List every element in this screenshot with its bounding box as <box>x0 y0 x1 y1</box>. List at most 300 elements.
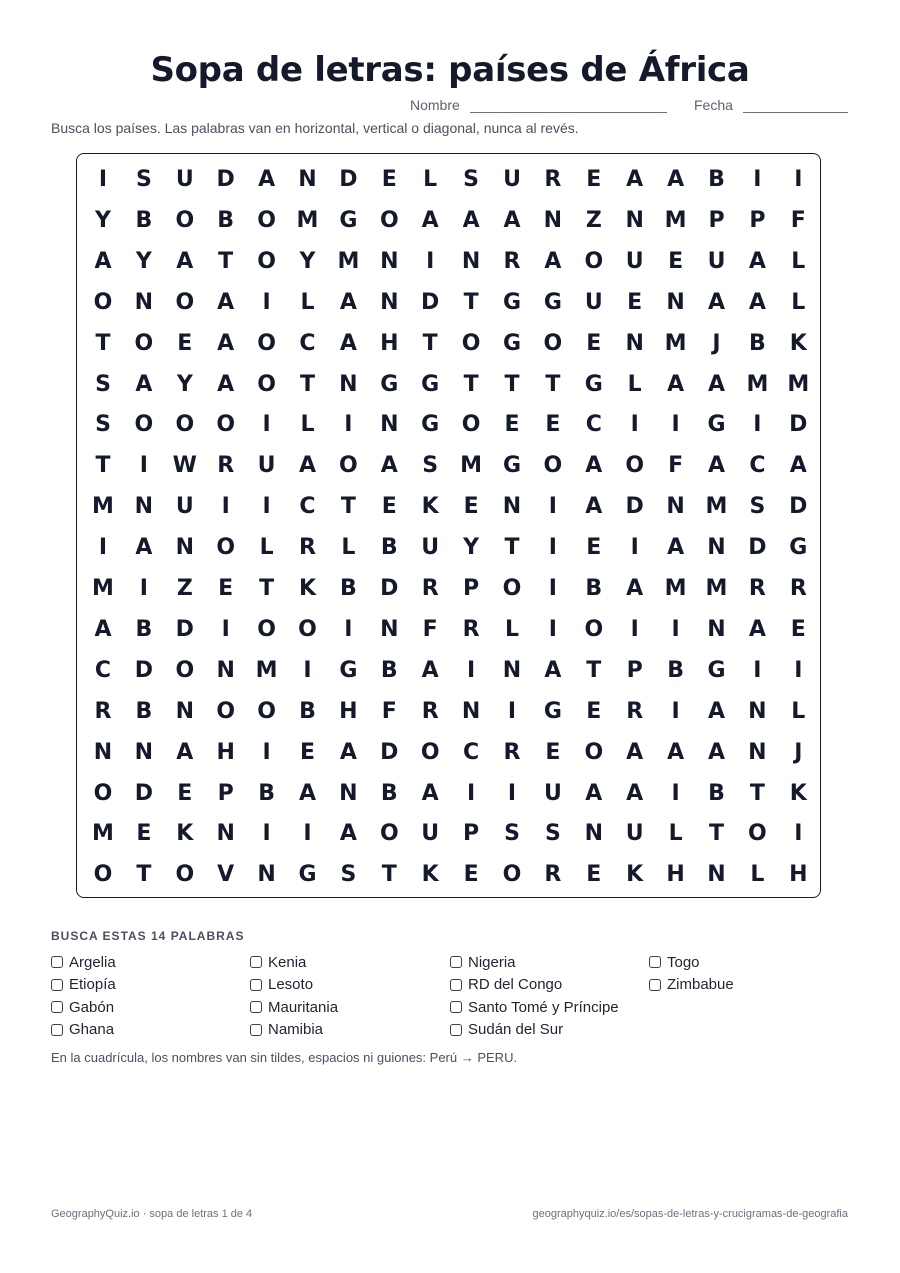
grid-cell[interactable]: E <box>586 698 602 724</box>
grid-cell[interactable]: N <box>216 657 235 683</box>
grid-cell[interactable]: G <box>298 862 317 888</box>
grid-cell[interactable]: B <box>667 657 684 683</box>
grid-cell[interactable]: P <box>463 821 480 847</box>
grid-cell[interactable]: M <box>460 453 483 479</box>
grid-cell[interactable]: A <box>462 207 480 233</box>
grid-cell[interactable]: T <box>136 862 152 888</box>
grid-cell[interactable]: A <box>380 453 398 479</box>
grid-cell[interactable]: E <box>381 167 397 192</box>
grid-cell[interactable]: A <box>135 535 153 561</box>
grid-cell[interactable]: A <box>748 289 766 315</box>
grid-cell[interactable]: A <box>667 739 685 765</box>
grid-cell[interactable]: I <box>303 657 312 683</box>
grid-cell[interactable]: M <box>92 821 114 847</box>
grid-cell[interactable]: O <box>257 698 276 724</box>
grid-cell[interactable]: A <box>707 453 726 479</box>
grid-cell[interactable]: N <box>543 207 563 233</box>
grid-cell[interactable]: A <box>707 698 726 724</box>
grid-cell[interactable]: A <box>707 371 726 397</box>
grid-cell[interactable]: R <box>544 167 562 192</box>
grid-cell[interactable]: I <box>221 616 230 642</box>
grid-cell[interactable]: L <box>668 821 683 847</box>
grid-cell[interactable]: B <box>258 780 275 806</box>
grid-cell[interactable]: A <box>789 453 807 479</box>
grid-cell[interactable]: B <box>340 576 357 601</box>
grid-cell[interactable]: N <box>298 167 317 192</box>
grid-cell[interactable]: O <box>216 698 236 724</box>
grid-cell[interactable]: A <box>94 248 112 274</box>
word-checkbox[interactable] <box>649 956 661 968</box>
grid-cell[interactable]: O <box>502 576 522 601</box>
grid-cell[interactable]: I <box>139 576 148 601</box>
grid-cell[interactable]: M <box>92 494 114 520</box>
grid-cell[interactable]: D <box>789 494 808 520</box>
grid-cell[interactable]: B <box>135 698 153 724</box>
grid-cell[interactable]: I <box>671 780 680 806</box>
grid-cell[interactable]: T <box>422 330 438 356</box>
grid-cell[interactable]: L <box>300 412 315 438</box>
grid-cell[interactable]: A <box>626 167 644 192</box>
grid-cell[interactable]: T <box>381 862 397 888</box>
grid-cell[interactable]: O <box>543 453 563 479</box>
grid-cell[interactable]: I <box>753 412 762 438</box>
grid-cell[interactable]: R <box>748 576 766 601</box>
grid-cell[interactable]: B <box>708 167 725 192</box>
grid-cell[interactable]: L <box>259 535 274 561</box>
grid-cell[interactable]: G <box>380 371 399 397</box>
grid-cell[interactable]: E <box>299 739 316 765</box>
grid-cell[interactable]: E <box>463 494 479 520</box>
grid-cell[interactable]: M <box>664 330 687 356</box>
grid-cell[interactable]: I <box>507 698 517 724</box>
grid-cell[interactable]: B <box>380 657 398 683</box>
grid-cell[interactable]: Y <box>299 248 316 274</box>
grid-cell[interactable]: I <box>794 657 803 683</box>
grid-cell[interactable]: B <box>380 780 398 806</box>
grid-cell[interactable]: O <box>257 616 276 642</box>
grid-cell[interactable]: I <box>303 821 312 847</box>
grid-cell[interactable]: G <box>502 289 522 315</box>
grid-cell[interactable]: U <box>625 821 644 847</box>
grid-cell[interactable]: E <box>586 167 602 192</box>
grid-cell[interactable]: U <box>707 248 726 274</box>
grid-cell[interactable]: A <box>298 453 317 479</box>
grid-cell[interactable]: O <box>175 207 195 233</box>
grid-cell[interactable]: R <box>94 698 112 724</box>
grid-cell[interactable]: I <box>794 167 803 192</box>
grid-cell[interactable]: I <box>548 576 557 601</box>
grid-cell[interactable]: I <box>671 412 680 438</box>
grid-cell[interactable]: A <box>748 248 766 274</box>
word-checkbox[interactable] <box>450 956 462 968</box>
grid-cell[interactable]: R <box>421 698 439 724</box>
grid-cell[interactable]: O <box>748 821 767 847</box>
grid-cell[interactable]: K <box>421 862 439 888</box>
grid-cell[interactable]: A <box>707 289 726 315</box>
grid-cell[interactable]: L <box>627 371 642 397</box>
grid-cell[interactable]: O <box>93 289 113 315</box>
grid-cell[interactable]: G <box>789 535 808 561</box>
grid-cell[interactable]: R <box>626 698 644 724</box>
grid-cell[interactable]: A <box>667 167 685 192</box>
grid-cell[interactable]: O <box>461 330 481 356</box>
grid-cell[interactable]: B <box>299 698 316 724</box>
grid-cell[interactable]: W <box>172 453 197 479</box>
grid-cell[interactable]: R <box>503 739 521 765</box>
grid-cell[interactable]: I <box>426 248 435 274</box>
grid-cell[interactable]: M <box>746 371 769 397</box>
grid-cell[interactable]: D <box>789 412 808 438</box>
grid-cell[interactable]: U <box>421 535 440 561</box>
grid-cell[interactable]: N <box>380 248 399 274</box>
grid-cell[interactable]: T <box>504 371 520 397</box>
grid-cell[interactable]: H <box>666 862 685 888</box>
grid-cell[interactable]: M <box>337 248 360 274</box>
grid-cell[interactable]: I <box>753 167 762 192</box>
grid-cell[interactable]: O <box>257 207 276 233</box>
grid-cell[interactable]: T <box>463 371 479 397</box>
grid-cell[interactable]: O <box>379 821 399 847</box>
grid-cell[interactable]: K <box>176 821 194 847</box>
grid-cell[interactable]: F <box>790 207 806 233</box>
grid-cell[interactable]: N <box>707 862 726 888</box>
grid-cell[interactable]: A <box>667 535 685 561</box>
word-checkbox[interactable] <box>649 979 661 991</box>
grid-cell[interactable]: N <box>380 289 399 315</box>
grid-cell[interactable]: C <box>749 453 766 479</box>
grid-cell[interactable]: B <box>708 780 725 806</box>
grid-cell[interactable]: A <box>339 739 357 765</box>
grid-cell[interactable]: G <box>421 371 440 397</box>
grid-cell[interactable]: O <box>298 616 317 642</box>
grid-cell[interactable]: M <box>664 576 687 601</box>
grid-cell[interactable]: R <box>789 576 807 601</box>
grid-cell[interactable]: E <box>586 862 602 888</box>
grid-cell[interactable]: H <box>789 862 808 888</box>
grid-cell[interactable]: U <box>543 780 562 806</box>
grid-cell[interactable]: E <box>545 739 561 765</box>
grid-cell[interactable]: Y <box>95 207 111 233</box>
grid-cell[interactable]: B <box>749 330 766 356</box>
grid-cell[interactable]: N <box>625 207 644 233</box>
grid-cell[interactable]: O <box>339 453 358 479</box>
grid-cell[interactable]: T <box>545 371 561 397</box>
grid-cell[interactable]: T <box>218 248 234 274</box>
grid-cell[interactable]: A <box>339 330 357 356</box>
grid-cell[interactable]: O <box>420 739 440 765</box>
grid-cell[interactable]: L <box>341 535 356 561</box>
grid-cell[interactable]: A <box>585 780 603 806</box>
grid-cell[interactable]: M <box>787 371 810 397</box>
grid-cell[interactable]: A <box>503 207 521 233</box>
grid-cell[interactable]: A <box>176 739 194 765</box>
grid-cell[interactable]: N <box>502 494 522 520</box>
grid-cell[interactable]: I <box>671 616 680 642</box>
grid-cell[interactable]: N <box>502 657 522 683</box>
grid-cell[interactable]: L <box>300 289 315 315</box>
grid-cell[interactable]: U <box>584 289 603 315</box>
grid-cell[interactable]: Y <box>135 248 152 274</box>
grid-cell[interactable]: G <box>707 657 726 683</box>
grid-cell[interactable]: E <box>177 330 193 356</box>
grid-cell[interactable]: O <box>625 453 645 479</box>
grid-cell[interactable]: E <box>586 330 602 356</box>
grid-cell[interactable]: L <box>750 862 765 888</box>
grid-cell[interactable]: I <box>262 412 271 438</box>
grid-cell[interactable]: I <box>548 616 557 642</box>
grid-cell[interactable]: M <box>92 576 114 601</box>
grid-cell[interactable]: I <box>221 494 230 520</box>
grid-cell[interactable]: F <box>422 616 438 642</box>
grid-cell[interactable]: N <box>461 698 481 724</box>
grid-cell[interactable]: G <box>584 371 603 397</box>
grid-cell[interactable]: P <box>626 657 643 683</box>
grid-cell[interactable]: Z <box>176 576 193 601</box>
grid-cell[interactable]: N <box>380 616 399 642</box>
grid-cell[interactable]: N <box>339 780 358 806</box>
grid-cell[interactable]: T <box>95 330 111 356</box>
grid-cell[interactable]: N <box>748 698 767 724</box>
grid-cell[interactable]: I <box>548 535 557 561</box>
grid-cell[interactable]: A <box>626 780 644 806</box>
grid-cell[interactable]: N <box>175 535 194 561</box>
grid-cell[interactable]: E <box>504 412 520 438</box>
word-checkbox[interactable] <box>250 979 262 991</box>
grid-cell[interactable]: B <box>585 576 603 601</box>
grid-cell[interactable]: G <box>543 289 562 315</box>
grid-cell[interactable]: J <box>712 330 721 356</box>
grid-cell[interactable]: H <box>216 739 235 765</box>
grid-cell[interactable]: N <box>93 739 113 765</box>
grid-cell[interactable]: V <box>217 862 235 888</box>
grid-cell[interactable]: T <box>299 371 315 397</box>
grid-cell[interactable]: N <box>175 698 194 724</box>
grid-cell[interactable]: K <box>789 780 807 806</box>
grid-cell[interactable]: B <box>380 535 398 561</box>
grid-cell[interactable]: D <box>339 167 358 192</box>
grid-cell[interactable]: O <box>134 412 154 438</box>
grid-cell[interactable]: P <box>217 780 234 806</box>
grid-cell[interactable]: I <box>262 289 271 315</box>
grid-cell[interactable]: G <box>502 330 522 356</box>
word-checkbox[interactable] <box>250 1001 262 1013</box>
grid-cell[interactable]: E <box>177 780 193 806</box>
grid-cell[interactable]: R <box>503 248 521 274</box>
grid-cell[interactable]: U <box>625 248 644 274</box>
grid-cell[interactable]: D <box>216 167 235 192</box>
grid-cell[interactable]: O <box>175 289 195 315</box>
grid-cell[interactable]: N <box>134 289 154 315</box>
grid-cell[interactable]: A <box>258 167 276 192</box>
grid-cell[interactable]: O <box>134 330 154 356</box>
grid-cell[interactable]: A <box>298 780 317 806</box>
grid-cell[interactable]: S <box>749 494 766 520</box>
grid-cell[interactable]: T <box>749 780 765 806</box>
grid-cell[interactable]: G <box>502 453 522 479</box>
word-checkbox[interactable] <box>51 1024 63 1036</box>
grid-cell[interactable]: A <box>339 289 357 315</box>
grid-cell[interactable]: S <box>504 821 520 847</box>
grid-cell[interactable]: K <box>298 576 317 601</box>
grid-cell[interactable]: N <box>748 739 767 765</box>
grid-cell[interactable]: O <box>379 207 399 233</box>
grid-cell[interactable]: O <box>584 739 604 765</box>
grid-cell[interactable]: C <box>463 739 480 765</box>
grid-cell[interactable]: I <box>507 780 517 806</box>
grid-cell[interactable]: M <box>664 207 687 233</box>
grid-cell[interactable]: R <box>299 535 316 561</box>
grid-cell[interactable]: F <box>381 698 397 724</box>
grid-cell[interactable]: P <box>708 207 725 233</box>
grid-cell[interactable]: U <box>175 167 194 192</box>
grid-cell[interactable]: I <box>467 780 476 806</box>
grid-cell[interactable]: L <box>504 616 520 642</box>
grid-cell[interactable]: A <box>585 453 603 479</box>
grid-cell[interactable]: I <box>630 412 639 438</box>
grid-cell[interactable]: M <box>705 494 728 520</box>
grid-cell[interactable]: I <box>671 698 680 724</box>
grid-cell[interactable]: I <box>753 657 762 683</box>
grid-cell[interactable]: J <box>794 739 803 765</box>
grid-cell[interactable]: A <box>217 330 235 356</box>
grid-cell[interactable]: R <box>421 576 439 601</box>
grid-cell[interactable]: I <box>794 821 803 847</box>
grid-cell[interactable]: N <box>461 248 481 274</box>
grid-cell[interactable]: G <box>339 207 358 233</box>
grid-cell[interactable]: R <box>462 616 480 642</box>
grid-cell[interactable]: O <box>584 616 604 642</box>
grid-cell[interactable]: O <box>175 862 195 888</box>
grid-cell[interactable]: S <box>95 371 111 397</box>
grid-cell[interactable]: I <box>344 616 353 642</box>
grid-cell[interactable]: A <box>421 780 439 806</box>
grid-cell[interactable]: S <box>463 167 480 192</box>
grid-cell[interactable]: E <box>545 412 561 438</box>
grid-cell[interactable]: U <box>421 821 440 847</box>
grid-cell[interactable]: G <box>421 412 440 438</box>
grid-cell[interactable]: I <box>98 167 108 192</box>
word-checkbox[interactable] <box>250 956 262 968</box>
date-field-line[interactable] <box>743 112 848 113</box>
grid-cell[interactable]: O <box>175 657 195 683</box>
grid-cell[interactable]: C <box>299 494 316 520</box>
grid-cell[interactable]: A <box>748 616 766 642</box>
grid-cell[interactable]: E <box>463 862 479 888</box>
grid-cell[interactable]: N <box>707 535 726 561</box>
grid-cell[interactable]: N <box>666 289 685 315</box>
grid-cell[interactable]: T <box>463 289 479 315</box>
word-checkbox[interactable] <box>450 1001 462 1013</box>
grid-cell[interactable]: A <box>176 248 194 274</box>
grid-cell[interactable]: T <box>259 576 275 601</box>
grid-cell[interactable]: T <box>504 535 520 561</box>
grid-cell[interactable]: D <box>748 535 767 561</box>
grid-cell[interactable]: C <box>94 657 112 683</box>
grid-cell[interactable]: N <box>216 821 235 847</box>
name-field-line[interactable] <box>470 112 667 113</box>
grid-cell[interactable]: R <box>544 862 562 888</box>
grid-cell[interactable]: A <box>94 616 112 642</box>
grid-cell[interactable]: O <box>216 535 236 561</box>
grid-cell[interactable]: N <box>339 371 358 397</box>
grid-cell[interactable]: O <box>584 248 604 274</box>
grid-cell[interactable]: G <box>707 412 726 438</box>
grid-cell[interactable]: I <box>262 821 271 847</box>
word-checkbox[interactable] <box>51 1001 63 1013</box>
grid-cell[interactable]: L <box>791 248 806 274</box>
grid-cell[interactable]: A <box>626 576 644 601</box>
grid-cell[interactable]: S <box>135 167 152 192</box>
grid-cell[interactable]: N <box>257 862 276 888</box>
grid-cell[interactable]: I <box>98 535 108 561</box>
grid-cell[interactable]: O <box>257 248 276 274</box>
grid-cell[interactable]: Y <box>463 535 480 561</box>
grid-cell[interactable]: O <box>93 780 113 806</box>
grid-cell[interactable]: F <box>668 453 684 479</box>
grid-cell[interactable]: O <box>543 330 563 356</box>
grid-cell[interactable]: O <box>216 412 236 438</box>
grid-cell[interactable]: Z <box>585 207 602 233</box>
grid-cell[interactable]: E <box>218 576 234 601</box>
grid-cell[interactable]: E <box>627 289 643 315</box>
grid-cell[interactable]: M <box>705 576 728 601</box>
grid-cell[interactable]: H <box>380 330 399 356</box>
grid-cell[interactable]: O <box>175 412 195 438</box>
grid-cell[interactable]: N <box>666 494 685 520</box>
word-checkbox[interactable] <box>51 979 63 991</box>
grid-cell[interactable]: H <box>339 698 358 724</box>
grid-cell[interactable]: N <box>625 330 644 356</box>
word-checkbox[interactable] <box>51 956 63 968</box>
grid-cell[interactable]: U <box>175 494 194 520</box>
grid-cell[interactable]: I <box>548 494 557 520</box>
grid-cell[interactable]: L <box>791 289 806 315</box>
grid-cell[interactable]: A <box>707 739 726 765</box>
grid-cell[interactable]: D <box>380 576 399 601</box>
grid-cell[interactable]: I <box>344 412 353 438</box>
grid-cell[interactable]: E <box>790 616 806 642</box>
grid-cell[interactable]: D <box>421 289 440 315</box>
grid-cell[interactable]: U <box>257 453 276 479</box>
grid-cell[interactable]: Y <box>176 371 193 397</box>
grid-cell[interactable]: B <box>217 207 235 233</box>
word-checkbox[interactable] <box>250 1024 262 1036</box>
grid-cell[interactable]: A <box>626 739 644 765</box>
grid-cell[interactable]: D <box>380 739 399 765</box>
grid-cell[interactable]: G <box>543 698 562 724</box>
grid-cell[interactable]: E <box>381 494 397 520</box>
grid-cell[interactable]: C <box>299 330 316 356</box>
grid-cell[interactable]: A <box>135 371 153 397</box>
word-checkbox[interactable] <box>450 979 462 991</box>
grid-cell[interactable]: N <box>584 821 603 847</box>
grid-cell[interactable]: O <box>257 371 276 397</box>
grid-cell[interactable]: C <box>585 412 602 438</box>
grid-cell[interactable]: I <box>262 739 271 765</box>
grid-cell[interactable]: A <box>544 657 562 683</box>
grid-cell[interactable]: A <box>585 494 603 520</box>
word-checkbox[interactable] <box>450 1024 462 1036</box>
grid-cell[interactable]: N <box>380 412 399 438</box>
grid-cell[interactable]: A <box>421 657 439 683</box>
grid-cell[interactable]: T <box>340 494 356 520</box>
grid-cell[interactable]: K <box>421 494 439 520</box>
grid-cell[interactable]: A <box>217 371 235 397</box>
grid-cell[interactable]: N <box>707 616 726 642</box>
grid-cell[interactable]: S <box>544 821 561 847</box>
grid-cell[interactable]: P <box>749 207 766 233</box>
grid-cell[interactable]: T <box>708 821 724 847</box>
